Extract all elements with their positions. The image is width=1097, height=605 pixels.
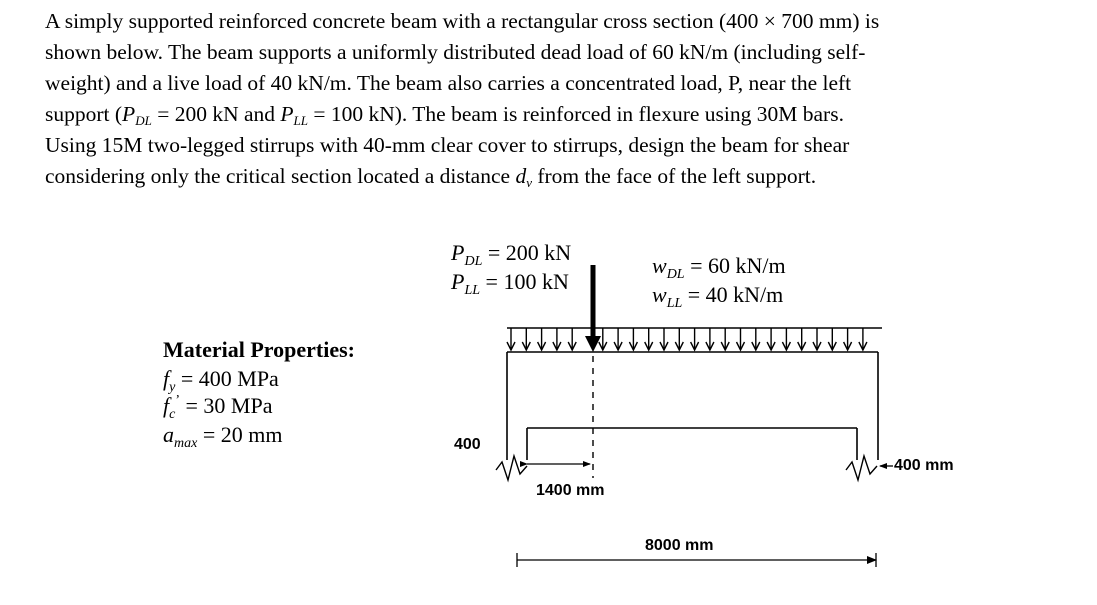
fy-label: $f_y = 400$ MPa xyxy=(163,366,279,395)
point-load-arrow xyxy=(585,265,601,352)
span-label: 8000 mm xyxy=(645,537,714,554)
fc-label: $f_c^’ = 30$ MPa xyxy=(163,393,273,422)
pll-label: $P_{LL} = 100$ kN xyxy=(451,269,569,298)
problem-line-5: Using 15M two-legged stirrups with 40-mm clear cover to stirrups, design the beam for shear xyxy=(45,133,850,157)
problem-line-1: A simply supported reinforced concrete beam with a rectangular cross section (400 × 700 mm) is xyxy=(45,9,880,33)
problem-line-3: weight) and a live load of 40 kN/m. The beam also carries a concentrated load, P, near the left xyxy=(45,71,852,95)
left-break-symbol xyxy=(496,456,527,480)
distributed-load-arrows xyxy=(507,328,882,350)
amax-label: $a_{max} = 20$ mm xyxy=(163,422,283,451)
left-support-width: 400 xyxy=(454,436,481,453)
pdl-label: $P_{DL} = 200$ kN xyxy=(451,240,572,269)
problem-line-4: support ($P_{DL} = 200$ kN and $P_{LL} = 100$ kN). The beam is reinforced in flexure using 30M bars. xyxy=(45,102,844,128)
dim-1400-label: 1400 mm xyxy=(536,482,605,499)
wdl-label: $w_{DL} = 60$ kN/m xyxy=(652,253,786,282)
problem-line-6: considering only the critical section located a distance $d_v$ from the face of the left support. xyxy=(45,164,817,190)
right-break-symbol xyxy=(846,456,877,480)
material-properties-heading: Material Properties: xyxy=(163,337,356,362)
beam-outline xyxy=(507,352,878,460)
wll-label: $w_{LL} = 40$ kN/m xyxy=(652,282,784,311)
problem-line-2: shown below. The beam supports a uniformly distributed dead load of 60 kN/m (including self- xyxy=(45,40,866,64)
right-support-width: 400 mm xyxy=(894,457,954,474)
